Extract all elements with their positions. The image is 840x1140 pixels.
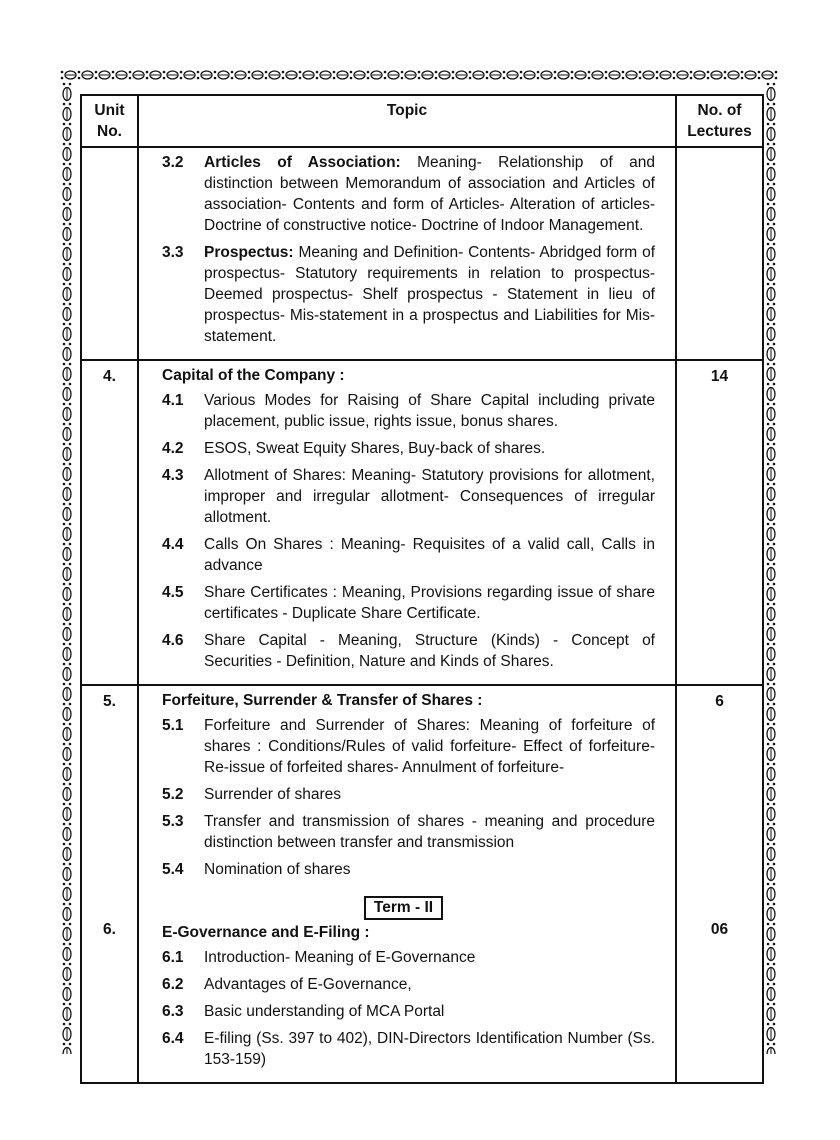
- item-text: Forfeiture and Surrender of Shares: Meaning of forfeiture of shares : Conditions/Rules of valid forfeiture- Effect of forfeiture- Re-issue of forfeited shares- Annulment of forfeiture-: [204, 717, 655, 776]
- item-text: Share Capital - Meaning, Structure (Kinds) - Concept of Securities - Definition, Nature and Kinds of Shares.: [204, 632, 655, 670]
- header-topic: Topic: [139, 96, 677, 146]
- unit-title: Capital of the Company :: [162, 367, 345, 384]
- header-lectures: [677, 96, 762, 146]
- item-text: E-filing (Ss. 397 to 402), DIN-Directors Identification Number (Ss. 153-159): [204, 1030, 655, 1068]
- term-label: Term - II: [364, 896, 443, 920]
- unit-title: E-Governance and E-Filing :: [162, 924, 370, 941]
- item-number: 4.4: [162, 536, 184, 553]
- unit-number: 5.: [82, 686, 139, 892]
- unit-number: 6.: [82, 892, 139, 1082]
- list-item: [162, 784, 655, 805]
- item-text: Advantages of E-Governance,: [204, 976, 412, 993]
- list-item: [162, 1028, 655, 1070]
- list-item: [162, 811, 655, 853]
- lecture-count: 06: [710, 921, 729, 938]
- list-item: [162, 152, 655, 236]
- decorative-border-left: [60, 82, 74, 1054]
- item-number: 5.2: [162, 786, 184, 803]
- table-row: [82, 686, 762, 892]
- item-number: 6.1: [162, 949, 184, 966]
- item-number: 3.2: [162, 154, 184, 171]
- list-item: [162, 390, 655, 432]
- item-number: 5.1: [162, 717, 184, 734]
- list-item: [162, 438, 655, 459]
- topic-cell: [139, 892, 675, 1082]
- item-text: Meaning and Definition- Contents- Abridged form of prospectus- Statutory requirements in relation to prospectus- Deemed prospectus- Shelf prospectus - Statement in lieu of prospectus- Mis-statement in a prospectus and Liabilities for Mis-statement.: [204, 244, 655, 345]
- item-text: Transfer and transmission of shares - meaning and procedure distinction between transfer and transmission: [204, 813, 655, 851]
- item-text: Calls On Shares : Meaning- Requisites of a valid call, Calls in advance: [204, 536, 655, 574]
- list-item: [162, 630, 655, 672]
- topic-cell: [139, 361, 675, 684]
- item-number: 4.2: [162, 440, 184, 457]
- item-number: 3.3: [162, 244, 184, 261]
- list-item: [162, 465, 655, 528]
- item-text: Meaning- Relationship of and distinction between Memorandum of association and Articles of association- Contents and form of Articles- Alteration of articles- Doctrine of constructive notice- Doctrine of Indoor Management.: [204, 154, 655, 234]
- item-text: Nomination of shares: [204, 861, 351, 878]
- item-text: Basic understanding of MCA Portal: [204, 1003, 445, 1020]
- list-item: [162, 242, 655, 347]
- list-item: [162, 534, 655, 576]
- header-unit-line1: Unit: [94, 102, 125, 119]
- item-number: 4.1: [162, 392, 184, 409]
- lecture-count: [677, 148, 762, 359]
- topic-cell: [139, 686, 675, 892]
- table-row: [82, 892, 762, 1082]
- lecture-count: 14: [710, 368, 729, 385]
- decorative-border-right: [764, 82, 778, 1054]
- item-number: 4.3: [162, 467, 184, 484]
- unit-number: [82, 148, 139, 359]
- list-item: [162, 1001, 655, 1022]
- item-number: 4.6: [162, 632, 184, 649]
- item-number: 6.3: [162, 1003, 184, 1020]
- item-number: 6.4: [162, 1030, 184, 1047]
- table-header-row: [82, 96, 762, 148]
- table-row: [82, 148, 762, 361]
- topic-cell: [139, 148, 675, 359]
- item-lead: Articles of Association:: [204, 154, 401, 171]
- unit-title: Forfeiture, Surrender & Transfer of Shares :: [162, 692, 483, 709]
- list-item: [162, 974, 655, 995]
- item-number: 5.3: [162, 813, 184, 830]
- header-unit-line2: No.: [97, 123, 122, 140]
- syllabus-table: [80, 94, 764, 1084]
- list-item: [162, 715, 655, 778]
- item-number: 4.5: [162, 584, 184, 601]
- table-row: [82, 361, 762, 686]
- lecture-count: 6: [715, 693, 724, 710]
- item-text: Allotment of Shares: Meaning- Statutory provisions for allotment, improper and irregular allotment- Consequences of irregular allotment.: [204, 467, 655, 526]
- list-item: [162, 859, 655, 880]
- list-item: [162, 582, 655, 624]
- header-lectures-line1: No. of: [697, 102, 742, 119]
- item-text: Various Modes for Raising of Share Capital including private placement, public issue, rights issue, bonus shares.: [204, 392, 655, 430]
- item-text: Introduction- Meaning of E-Governance: [204, 949, 476, 966]
- item-text: Surrender of shares: [204, 786, 341, 803]
- item-text: ESOS, Sweat Equity Shares, Buy-back of shares.: [204, 440, 546, 457]
- item-number: 5.4: [162, 861, 184, 878]
- list-item: [162, 947, 655, 968]
- item-number: 6.2: [162, 976, 184, 993]
- header-unit-no: [82, 96, 139, 146]
- unit-number: 4.: [82, 361, 139, 684]
- decorative-border-top: [60, 68, 778, 82]
- item-lead: Prospectus:: [204, 244, 294, 261]
- header-lectures-line2: Lectures: [687, 123, 752, 140]
- item-text: Share Certificates : Meaning, Provisions regarding issue of share certificates - Duplicate Share Certificate.: [204, 584, 655, 622]
